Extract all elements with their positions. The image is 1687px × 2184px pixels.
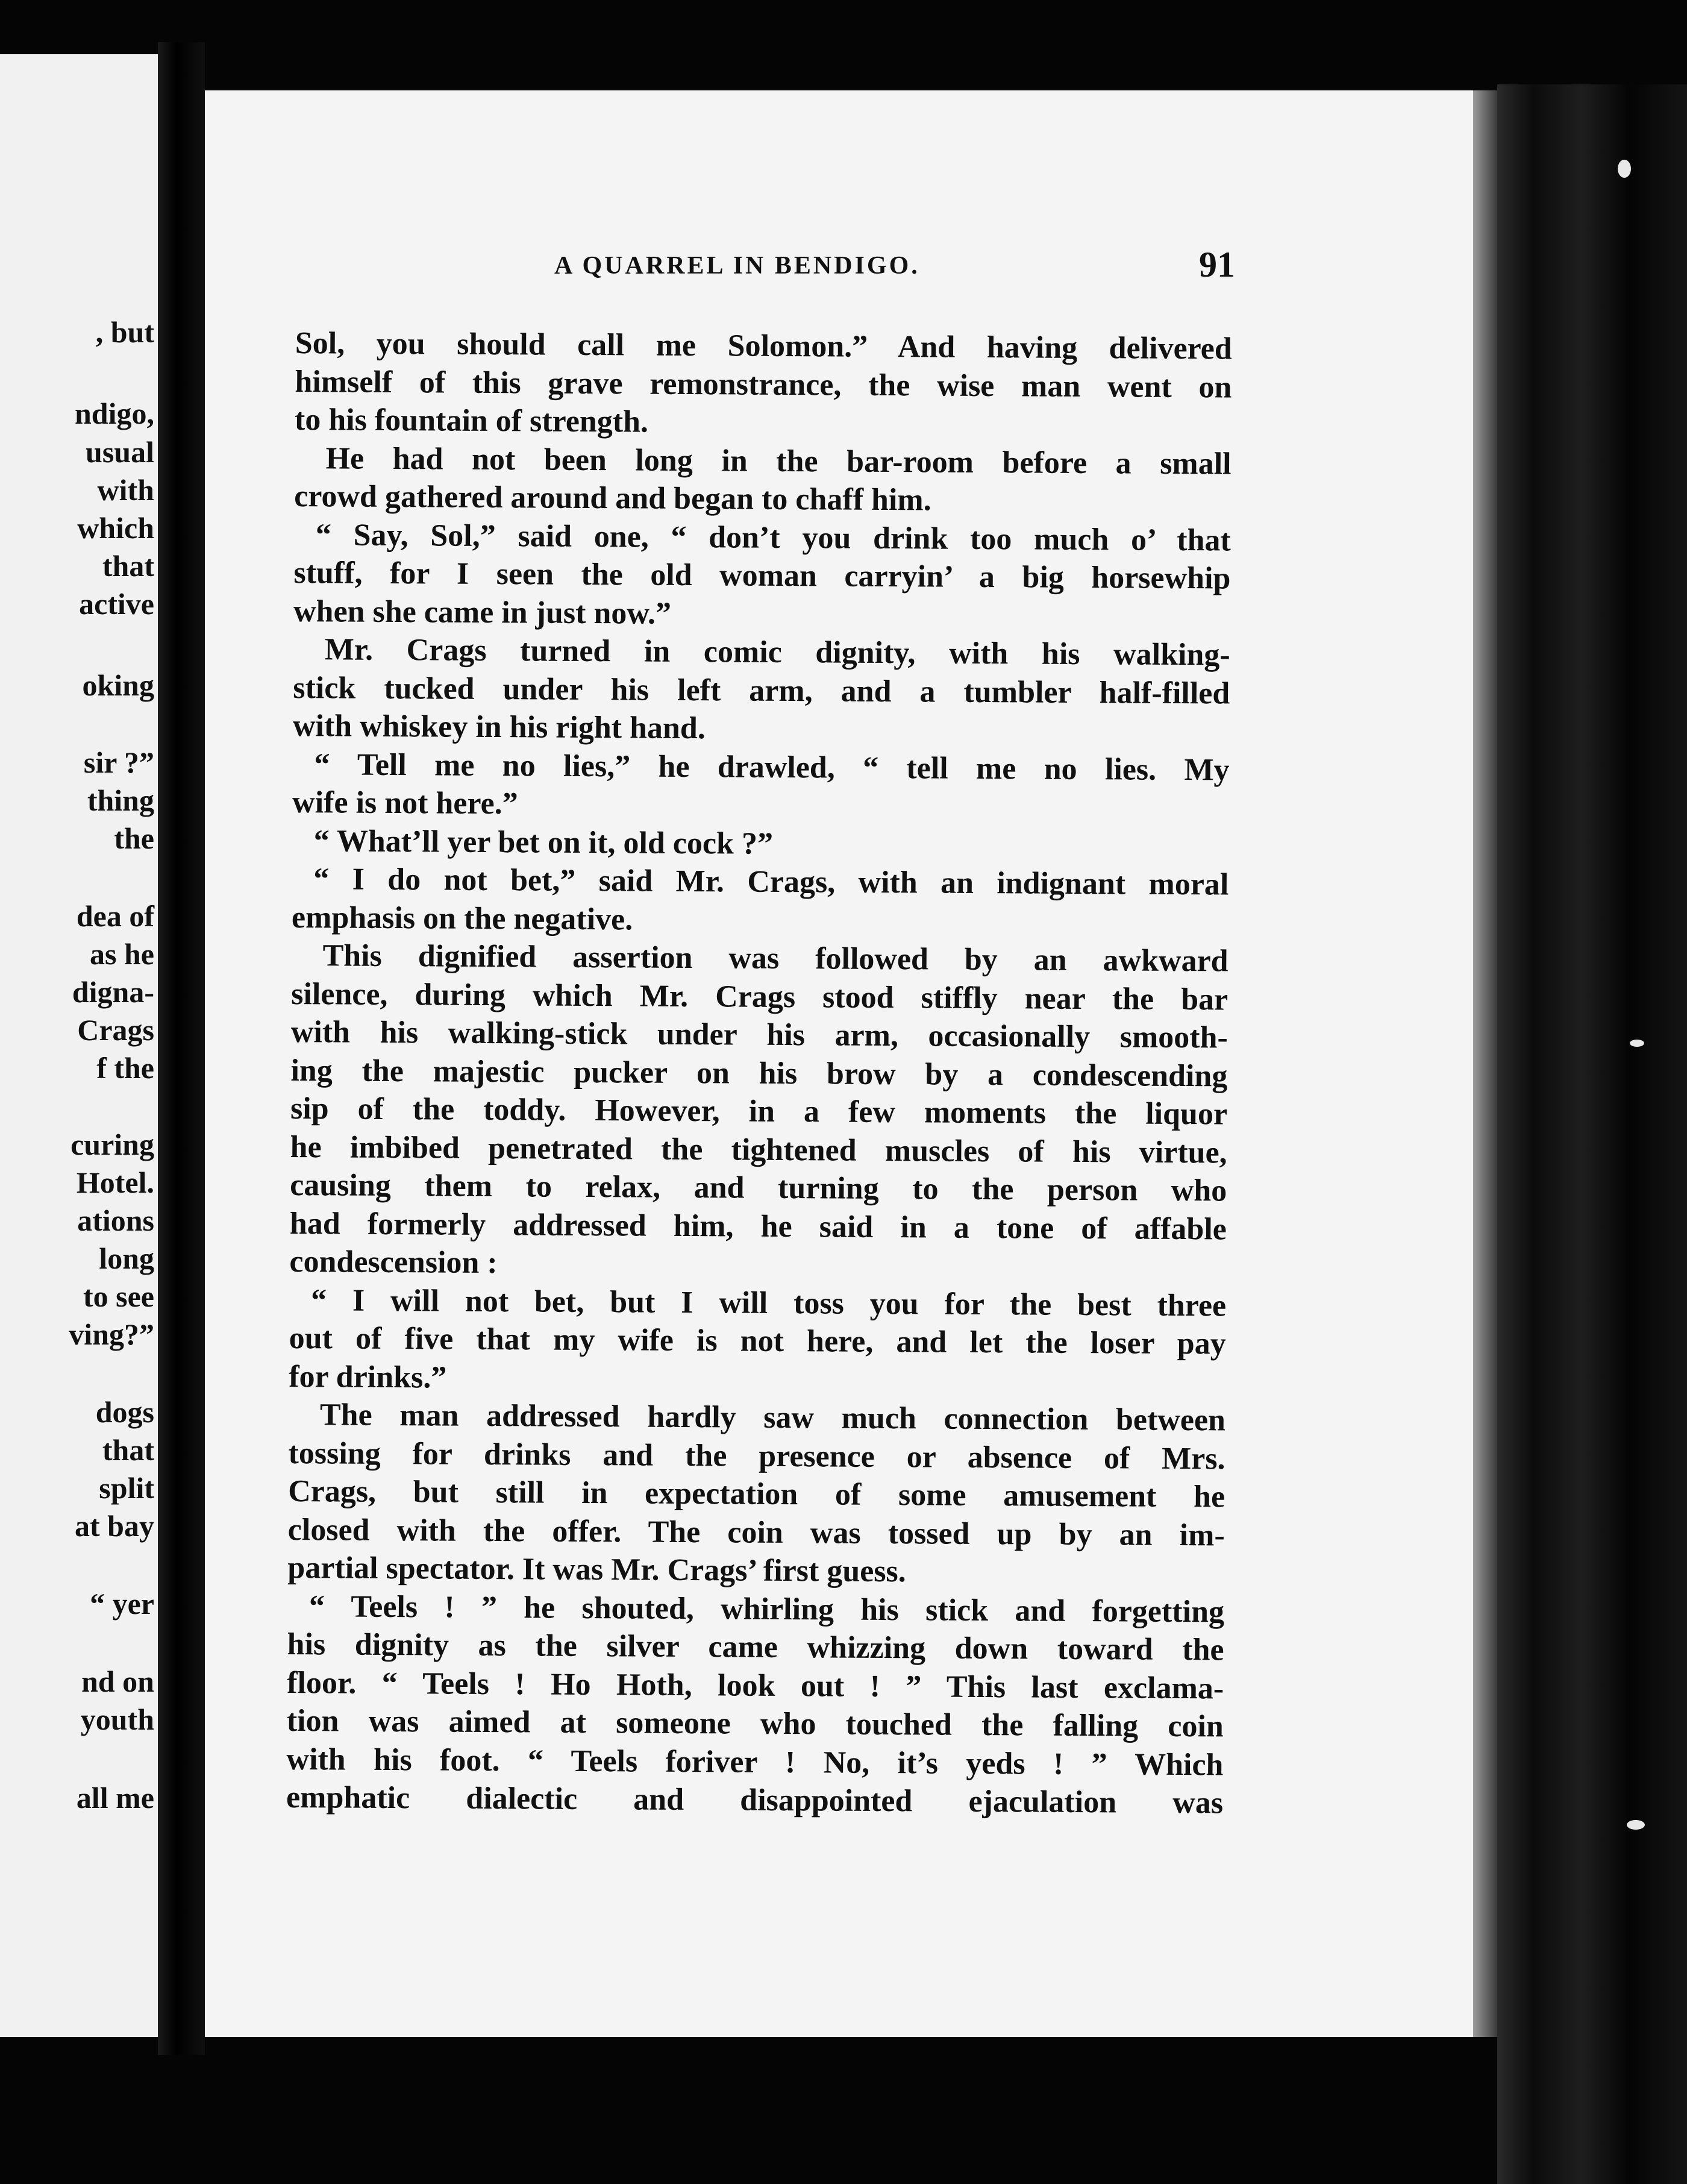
left-page-line: which	[77, 511, 154, 545]
left-page-line: split	[99, 1471, 154, 1505]
left-page-line: sir ?”	[83, 745, 154, 779]
text-line: causing them to relax, and turning to the person who	[290, 1167, 1227, 1208]
left-page-line: long	[99, 1241, 154, 1275]
text-line: emphasis on the negative.	[291, 900, 633, 937]
text-line: emphatic dialectic and disappointed ejaculation was	[286, 1780, 1224, 1821]
text-line: partial spectator. It was Mr. Crags’ first guess.	[287, 1550, 906, 1589]
text-line: with his walking-stick under his arm, occasionally smooth-	[290, 1014, 1228, 1055]
text-line: wife is not here.”	[292, 785, 518, 821]
left-page-line: that	[102, 549, 154, 583]
page-header	[554, 244, 1235, 292]
left-page-line: ving?”	[69, 1317, 154, 1351]
text-line: “ Say, Sol,” said one, “ don’t you drink too much o’ that	[315, 517, 1232, 557]
text-line: Sol, you should call me Solomon.” And having delivered	[295, 325, 1232, 366]
text-line: silence, during which Mr. Crags stood stiffly near the bar	[291, 976, 1228, 1017]
left-page-line: that	[102, 1433, 154, 1467]
text-line: Crags, but still in expectation of some amusement he	[287, 1473, 1225, 1514]
page-stack	[1497, 84, 1687, 2184]
left-page-line: the	[114, 821, 154, 855]
left-page-line: Hotel.	[76, 1166, 154, 1199]
gutter-shadow	[158, 42, 205, 2055]
left-page-line: as he	[90, 937, 154, 971]
scan-speck	[1630, 1040, 1644, 1047]
text-line: tion was aimed at someone who touched the falling coin	[286, 1703, 1224, 1744]
text-line: his dignity as the silver came whizzing down toward the	[287, 1627, 1224, 1668]
left-page-line: dogs	[95, 1395, 154, 1429]
left-page-line: f the	[96, 1051, 154, 1085]
text-line: when she came in just now.”	[293, 594, 672, 631]
left-page-line: to see	[83, 1279, 154, 1313]
text-line: for drinks.”	[289, 1359, 447, 1395]
text-line: stuff, for I seen the old woman carryin’ a big horsewhip	[293, 555, 1231, 596]
text-line: sip of the toddy. However, in a few moments the liquor	[290, 1091, 1228, 1132]
previous-page-fragment	[0, 54, 158, 2037]
text-line: he imbibed penetrated the tightened muscles of his virtue,	[290, 1129, 1227, 1170]
text-line: “ Teels ! ” he shouted, whirling his stick and forgetting	[308, 1589, 1225, 1629]
left-page-line: digna-	[72, 975, 154, 1009]
text-line: Mr. Crags turned in comic dignity, with his walking-	[324, 632, 1230, 673]
text-line: closed with the offer. The coin was tossed up by an im-	[287, 1512, 1225, 1552]
left-page-line: curing	[70, 1128, 154, 1161]
left-page-line: active	[79, 587, 154, 621]
page-edge-shadow	[1473, 90, 1497, 2037]
text-line: He had not been long in the bar-room before a small	[325, 441, 1232, 481]
text-line: crowd gathered around and began to chaff him.	[294, 479, 931, 518]
left-page-line: usual	[86, 435, 154, 469]
left-page-line: dea of	[76, 899, 154, 933]
scan-speck	[1618, 160, 1631, 178]
running-head: A QUARREL IN BENDIGO.	[554, 252, 920, 280]
text-line: “ I do not bet,” said Mr. Crags, with an indignant moral	[313, 862, 1229, 902]
left-page-line: nd on	[81, 1665, 154, 1698]
text-line: had formerly addressed him, he said in a tone of affable	[289, 1206, 1227, 1246]
text-line: condescension :	[289, 1244, 498, 1281]
left-page-line: with	[97, 473, 154, 507]
left-page-line: ations	[77, 1203, 154, 1237]
page-body	[286, 324, 1232, 1822]
page-number: 91	[1199, 245, 1235, 284]
text-line: floor. “ Teels ! Ho Hoth, look out ! ” This last exclama-	[287, 1665, 1224, 1705]
left-page-line: “ yer	[90, 1587, 154, 1621]
left-page-line: ndigo,	[74, 397, 154, 430]
text-line: The man addressed hardly saw much connection between	[319, 1398, 1226, 1438]
text-line: ing the majestic pucker on his brow by a condescending	[290, 1053, 1228, 1093]
text-line: “ What’ll yer bet on it, old cock ?”	[313, 823, 774, 861]
left-page-line: at bay	[75, 1509, 154, 1543]
left-page-line: all me	[76, 1781, 154, 1815]
left-page-line: , but	[95, 315, 154, 349]
text-line: stick tucked under his left arm, and a tumbler half-filled	[293, 670, 1230, 711]
text-line: tossing for drinks and the presence or absence of Mrs.	[288, 1436, 1225, 1476]
left-page-line: Crags	[77, 1013, 154, 1047]
text-line: to his fountain of strength.	[294, 402, 649, 439]
left-page-line: youth	[80, 1702, 154, 1736]
text-line: “ I will not bet, but I will toss you for the best three	[310, 1282, 1227, 1323]
text-line: out of five that my wife is not here, and let the loser pay	[289, 1320, 1226, 1361]
text-line: with his foot. “ Teels foriver ! No, it’s yeds ! ” Which	[286, 1742, 1224, 1782]
left-page-line: thing	[87, 783, 154, 817]
text-line: himself of this grave remonstrance, the wise man went on	[295, 364, 1232, 404]
left-page-line: oking	[82, 668, 154, 702]
text-line: This dignified assertion was followed by an awkward	[322, 938, 1228, 979]
text-line: “ Tell me no lies,” he drawled, “ tell me no lies. My	[314, 747, 1230, 787]
text-line: with whiskey in his right hand.	[292, 708, 706, 746]
scan-speck	[1627, 1820, 1645, 1830]
